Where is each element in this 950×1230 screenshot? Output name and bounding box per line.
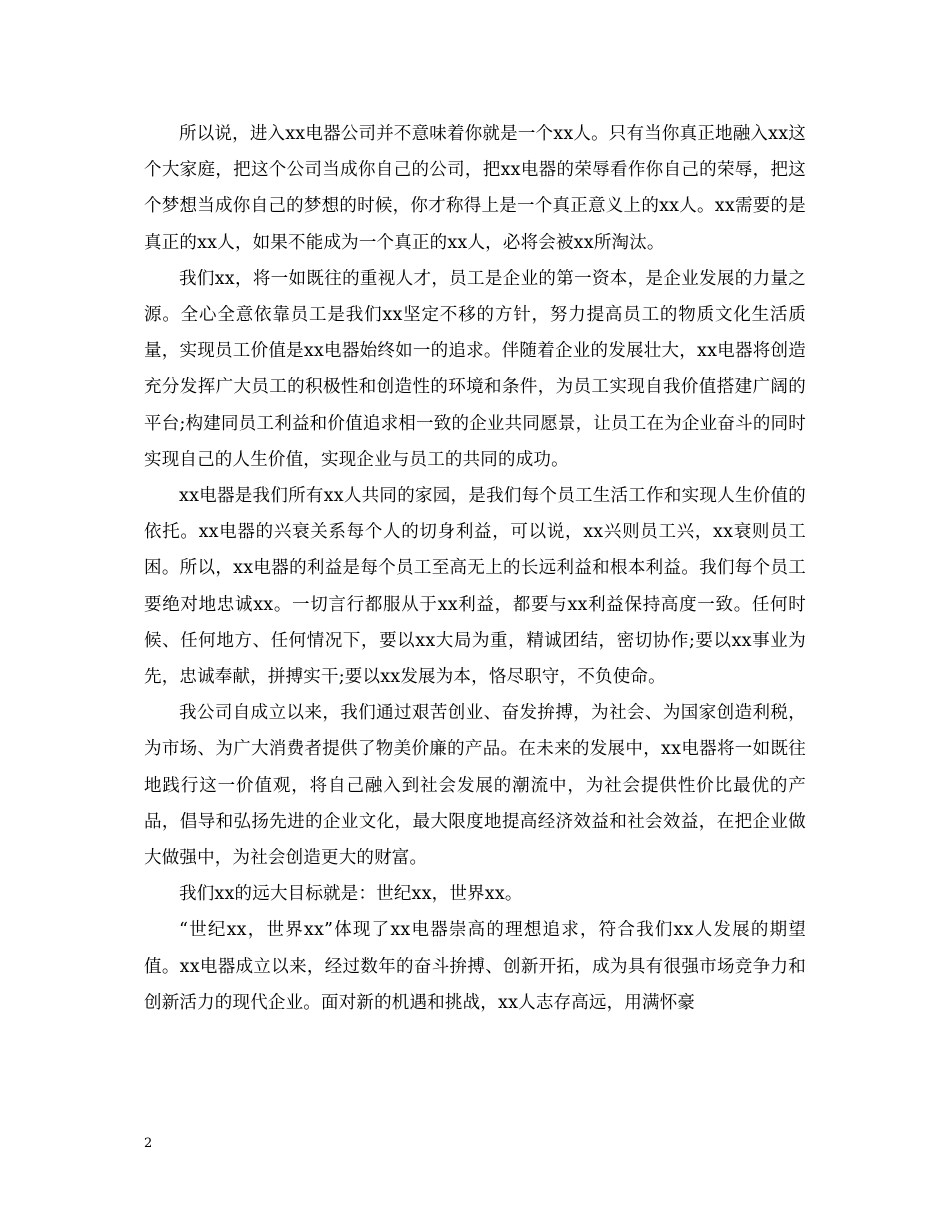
paragraph-1: 所以说，进入xx电器公司并不意味着你就是一个xx人。只有当你真正地融入xx这个大家庭，把这个公司当成你自己的公司，把xx电器的荣辱看作你自己的荣辱，把这个梦想当成你自己的梦想的时候，你才称得上是一个真正意义上的xx人。xx需要的是真正的xx人，如果不能成为一个真正的xx人，必将会被xx所淘汰。 [144, 124, 806, 253]
page-number: 2 [144, 1136, 153, 1151]
paragraph-2: 我们xx，将一如既往的重视人才，员工是企业的第一资本，是企业发展的力量之源。全心全意依靠员工是我们xx坚定不移的方针，努力提高员工的物质文化生活质量，实现员工价值是xx电器始终如一的追求。伴随着企业的发展壮大，xx电器将创造充分发挥广大员工的积极性和创造性的环境和条件，为员工实现自我价值搭建广阔的平台;构建同员工利益和价值追求相一致的企业共同愿景，让员工在为企业奋斗的同时实现自己的人生价值，实现企业与员工的共同的成功。 [144, 268, 806, 470]
paragraph-3: xx电器是我们所有xx人共同的家园，是我们每个员工生活工作和实现人生价值的依托。xx电器的兴衰关系每个人的切身利益，可以说，xx兴则员工兴，xx衰则员工困。所以，xx电器的利益是每个员工至高无上的长远利益和根本利益。我们每个员工要绝对地忠诚xx。一切言行都服从于xx利益，都要与xx利益保持高度一致。任何时候、任何地方、任何情况下，要以xx大局为重，精诚团结，密切协作;要以xx事业为先，忠诚奉献，拼搏实干;要以xx发展为本，恪尽职守，不负使命。 [144, 486, 806, 688]
document-body [144, 116, 806, 1021]
paragraph-5: 我们xx的远大目标就是：世纪xx，世界xx。 [179, 884, 523, 905]
paragraph-4: 我公司自成立以来，我们通过艰苦创业、奋发拚搏，为社会、为国家创造利税，为市场、为广大消费者提供了物美价廉的产品。在未来的发展中，xx电器将一如既往地践行这一价值观，将自己融入到社会发展的潮流中，为社会提供性价比最优的产品，倡导和弘扬先进的企业文化，最大限度地提高经济效益和社会效益，在把企业做大做强中，为社会创造更大的财富。 [144, 703, 806, 869]
paragraph-6: “世纪xx，世界xx”体现了xx电器崇高的理想追求，符合我们xx人发展的期望值。xx电器成立以来，经过数年的奋斗拚搏、创新开拓，成为具有很强市场竞争力和创新活力的现代企业。面对新的机遇和挑战，xx人志存高远，用满怀豪 [144, 920, 806, 1013]
